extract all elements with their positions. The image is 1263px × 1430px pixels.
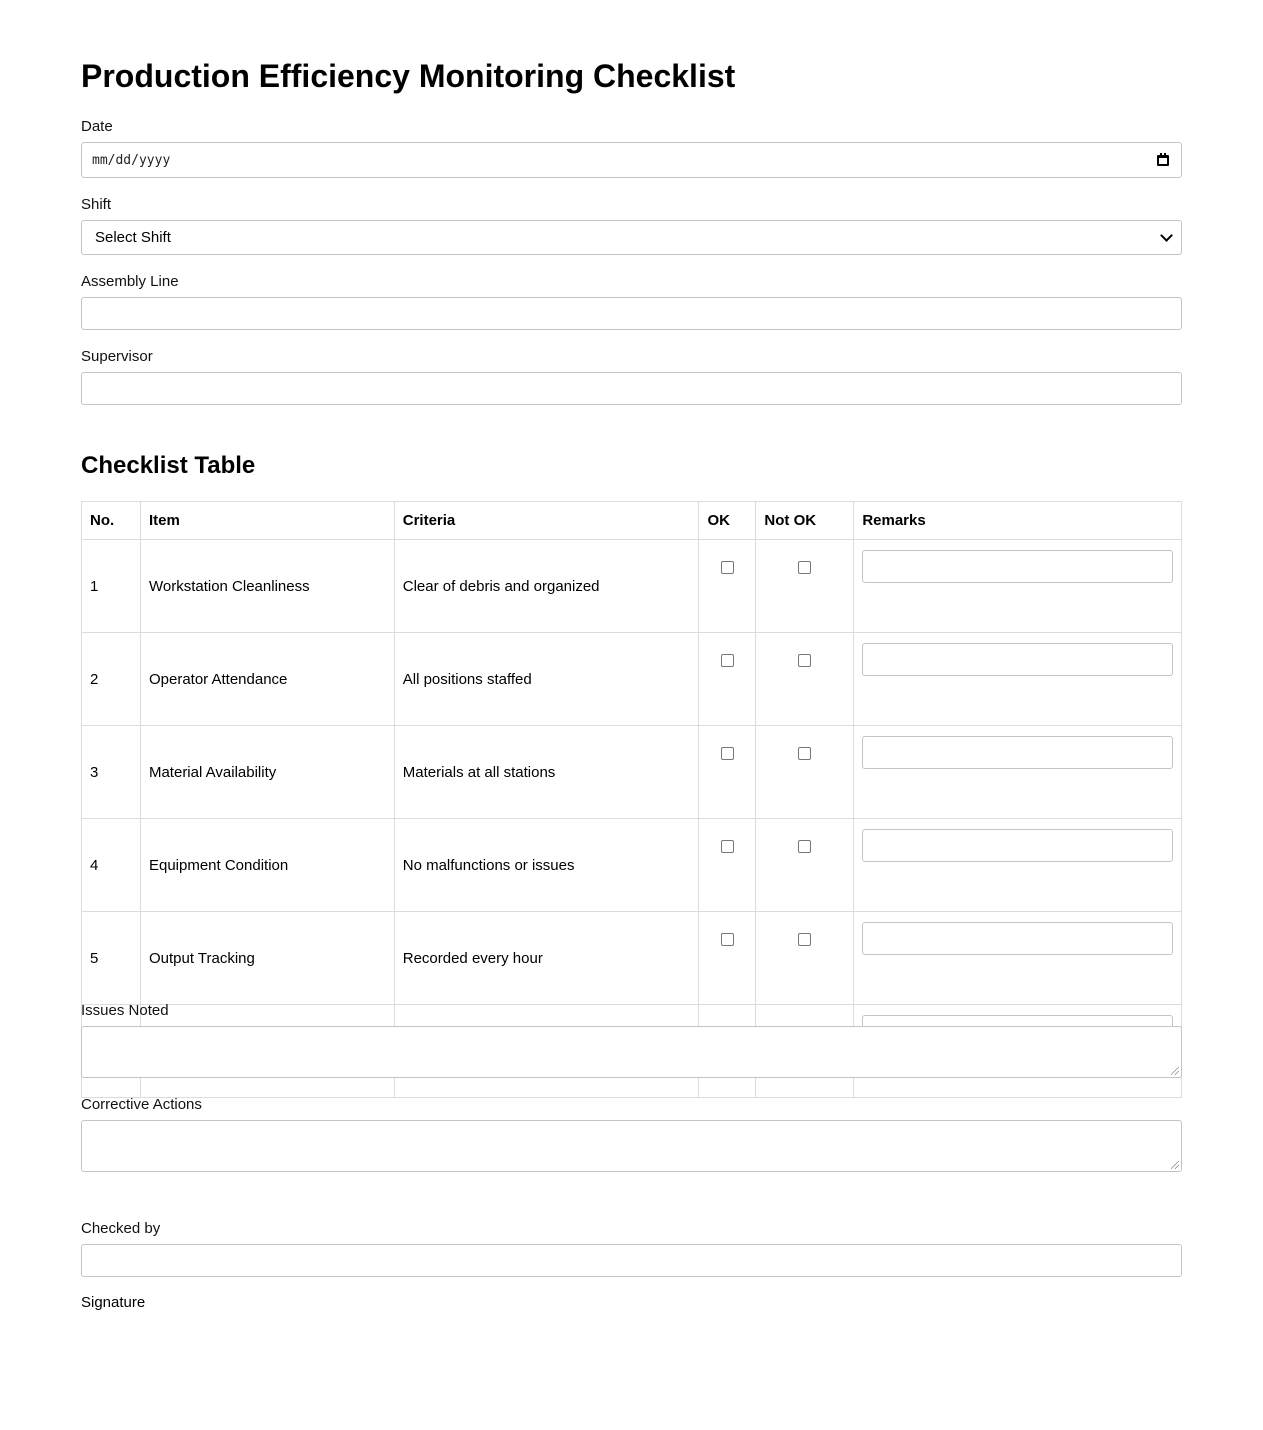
supervisor-input[interactable] <box>81 372 1182 405</box>
remarks-input[interactable] <box>862 829 1173 862</box>
ok-checkbox[interactable] <box>721 747 734 760</box>
not-ok-checkbox[interactable] <box>798 747 811 760</box>
table-row <box>82 912 1182 1005</box>
remarks-input[interactable] <box>862 736 1173 769</box>
column-header-not-ok: Not OK <box>756 502 854 540</box>
table-header-row <box>82 502 1182 540</box>
column-header-remarks: Remarks <box>854 502 1182 540</box>
date-label: Date <box>81 118 113 135</box>
row-criteria: No malfunctions or issues <box>394 819 699 912</box>
shift-selected-value: Select Shift <box>95 229 171 246</box>
row-number: 4 <box>82 819 141 912</box>
checklist-table <box>81 501 1182 1098</box>
row-number: 3 <box>82 726 141 819</box>
column-header-item: Item <box>140 502 394 540</box>
not-ok-checkbox[interactable] <box>798 933 811 946</box>
ok-checkbox[interactable] <box>721 561 734 574</box>
issues-noted-textarea[interactable] <box>81 1026 1182 1078</box>
date-placeholder: mm/dd/yyyy <box>92 152 171 168</box>
ok-checkbox[interactable] <box>721 654 734 667</box>
shift-select[interactable] <box>81 220 1182 255</box>
row-item: Equipment Condition <box>140 819 394 912</box>
row-criteria: Materials at all stations <box>394 726 699 819</box>
assembly-line-label: Assembly Line <box>81 273 179 290</box>
column-header-criteria: Criteria <box>394 502 699 540</box>
row-criteria: All positions staffed <box>394 633 699 726</box>
clipped-label: Signature <box>81 1294 146 1311</box>
checklist-heading: Checklist Table <box>81 452 256 479</box>
column-header-ok: OK <box>699 502 756 540</box>
remarks-input[interactable] <box>862 922 1173 955</box>
row-number: 1 <box>82 540 141 633</box>
shift-label: Shift <box>81 196 112 213</box>
chevron-down-icon <box>1160 229 1173 242</box>
calendar-icon[interactable] <box>1157 155 1169 166</box>
row-number: 5 <box>82 912 141 1005</box>
column-header-no: No. <box>82 502 141 540</box>
page-title: Production Efficiency Monitoring Checklist <box>81 58 736 94</box>
checked-by-input[interactable] <box>81 1244 1182 1277</box>
table-row <box>82 633 1182 726</box>
row-item: Operator Attendance <box>140 633 394 726</box>
resize-handle-icon[interactable] <box>1171 1161 1179 1169</box>
supervisor-label: Supervisor <box>81 348 153 365</box>
row-item: Workstation Cleanliness <box>140 540 394 633</box>
ok-checkbox[interactable] <box>721 840 734 853</box>
clipped-label-container <box>81 1290 381 1311</box>
table-row <box>82 540 1182 633</box>
row-item: Output Tracking <box>140 912 394 1005</box>
row-criteria: Clear of debris and organized <box>394 540 699 633</box>
corrective-actions-label: Corrective Actions <box>81 1096 202 1113</box>
resize-handle-icon[interactable] <box>1171 1067 1179 1075</box>
remarks-input[interactable] <box>862 643 1173 676</box>
not-ok-checkbox[interactable] <box>798 840 811 853</box>
not-ok-checkbox[interactable] <box>798 654 811 667</box>
row-criteria: Recorded every hour <box>394 912 699 1005</box>
issues-noted-label: Issues Noted <box>81 1002 169 1019</box>
ok-checkbox[interactable] <box>721 933 734 946</box>
remarks-input[interactable] <box>862 550 1173 583</box>
date-input[interactable] <box>81 142 1182 178</box>
table-row <box>82 819 1182 912</box>
row-item: Material Availability <box>140 726 394 819</box>
not-ok-checkbox[interactable] <box>798 561 811 574</box>
corrective-actions-textarea[interactable] <box>81 1120 1182 1172</box>
row-number: 2 <box>82 633 141 726</box>
table-row <box>82 726 1182 819</box>
checked-by-label: Checked by <box>81 1220 161 1237</box>
assembly-line-input[interactable] <box>81 297 1182 330</box>
